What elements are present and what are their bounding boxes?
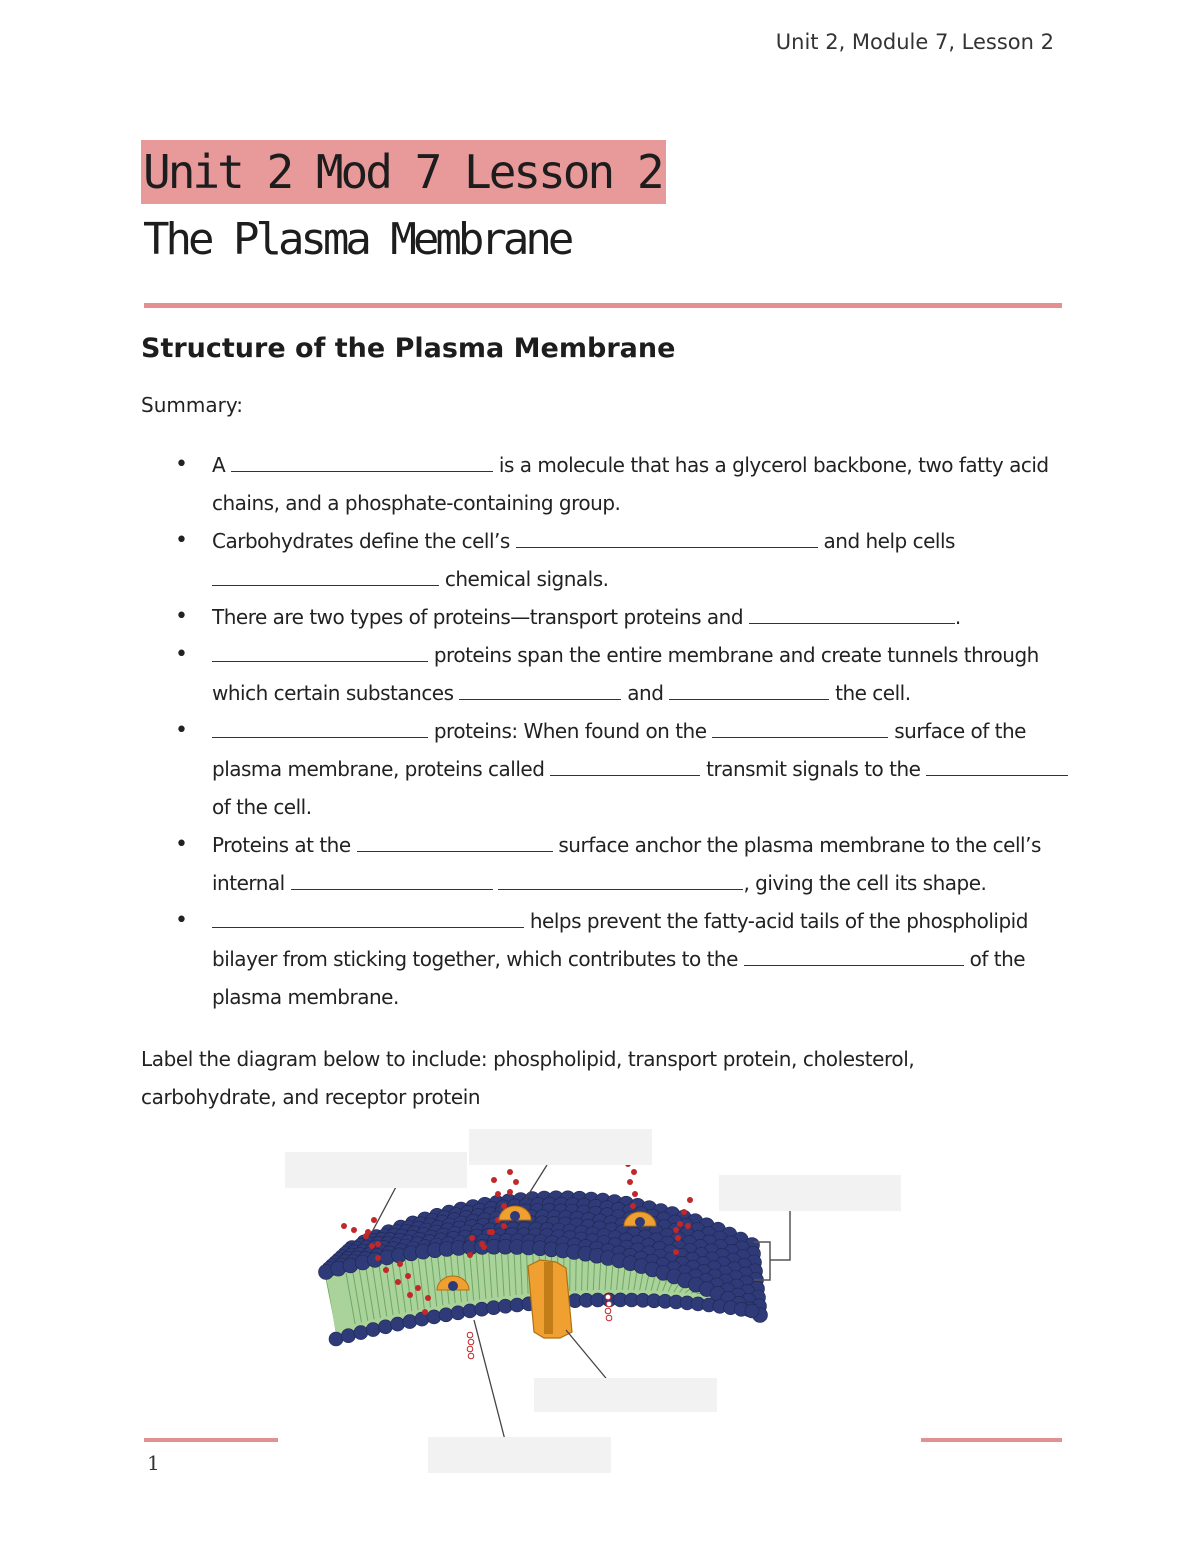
sugar-dot <box>425 1295 431 1301</box>
bullet-text: is a molecule that has a glycerol backbone, two fatty acid chains, and a phosphate-containing group. <box>212 453 1049 515</box>
sugar-dot <box>375 1241 381 1247</box>
bullet-text: and help cells <box>817 529 955 553</box>
lipid-head <box>427 1310 441 1324</box>
lesson-subtitle: The Plasma Membrane <box>143 214 571 265</box>
sugar-dot <box>363 1233 369 1239</box>
bullet-text: of the cell. <box>212 795 312 819</box>
summary-label: Summary: <box>141 393 243 417</box>
lesson-title: Unit 2 Mod 7 Lesson 2 <box>141 140 666 204</box>
bullet-text: and <box>621 681 670 705</box>
sugar-dot <box>375 1255 381 1261</box>
lipid-head <box>745 1304 759 1318</box>
label-box-phospholipid-or-carb[interactable] <box>285 1152 467 1188</box>
section-heading: Structure of the Plasma Membrane <box>141 333 676 364</box>
sugar-dot <box>407 1292 413 1298</box>
sugar-dot <box>513 1179 519 1185</box>
label-box-cholesterol[interactable] <box>428 1437 611 1473</box>
leader-line <box>566 1330 610 1383</box>
diagram-instruction: Label the diagram below to include: phospholipid, transport protein, cholesterol, carbohydrate, and receptor protein <box>141 1047 915 1109</box>
sugar-dot <box>467 1252 473 1258</box>
cholesterol-dot <box>606 1315 612 1321</box>
sugar-dot <box>481 1244 487 1250</box>
lipid-head <box>366 1323 380 1337</box>
bullet-text: Carbohydrates define the cell’s <box>212 529 516 553</box>
cholesterol-dot <box>467 1332 473 1338</box>
sugar-dot <box>415 1285 421 1291</box>
sugar-dot <box>469 1235 475 1241</box>
sugar-dot <box>631 1169 637 1175</box>
sugar-dot <box>687 1197 693 1203</box>
lipid-head <box>354 1326 368 1340</box>
sugar-dot <box>675 1235 681 1241</box>
receptor-notch <box>448 1281 458 1291</box>
sugar-dot <box>491 1177 497 1183</box>
bullet-text: of the plasma membrane. <box>212 947 1026 1009</box>
sugar-dot <box>685 1223 691 1229</box>
sugar-dot <box>371 1217 377 1223</box>
sugar-dot <box>383 1267 389 1273</box>
sugar-dot <box>341 1223 347 1229</box>
lipid-head <box>391 1317 405 1331</box>
sugar-dot <box>397 1261 403 1267</box>
sugar-dot <box>677 1221 683 1227</box>
bracket-leader <box>770 1206 790 1260</box>
sugar-dot <box>507 1189 513 1195</box>
label-box-transport-protein[interactable] <box>534 1378 717 1412</box>
lipid-head <box>378 1320 392 1334</box>
footer-rule-right <box>921 1438 1062 1442</box>
bullet-text: , giving the cell its shape. <box>743 871 987 895</box>
lipid-head <box>341 1329 355 1343</box>
sugar-dot <box>501 1223 507 1229</box>
cholesterol-dot <box>468 1339 474 1345</box>
sugar-dot <box>627 1179 633 1185</box>
sugar-dot <box>395 1279 401 1285</box>
sugar-dot <box>369 1243 375 1249</box>
receptor-notch <box>635 1217 645 1227</box>
footer-rule-left <box>144 1438 278 1442</box>
bullet-text: helps prevent the fatty-acid tails of the phospholipid bilayer from sticking together, which contributes to the <box>212 909 1028 971</box>
label-box-phospholipid[interactable] <box>719 1175 901 1211</box>
bullet-text: Proteins at the <box>212 833 357 857</box>
bullet-text: . <box>954 605 961 629</box>
bullet-text: surface anchor the plasma membrane to the cell’s internal <box>212 833 1041 895</box>
tail-line <box>576 1258 577 1290</box>
sugar-dot <box>673 1227 679 1233</box>
bullet-text: transmit signals to the <box>700 757 927 781</box>
cholesterol-dot <box>605 1308 611 1314</box>
sugar-dot <box>405 1273 411 1279</box>
sugar-dot <box>632 1191 638 1197</box>
bullet-text: proteins span the entire membrane and create tunnels through which certain substances <box>212 643 1039 705</box>
label-box-carbohydrate[interactable] <box>469 1129 652 1165</box>
lipid-head <box>403 1315 417 1329</box>
sugar-dot <box>495 1191 501 1197</box>
channel-pore <box>544 1262 553 1334</box>
cholesterol-dot <box>467 1346 473 1352</box>
bullet-text: proteins: When found on the <box>428 719 713 743</box>
bullet-text: surface of the plasma membrane, proteins called <box>212 719 1026 781</box>
leader-line <box>474 1320 505 1440</box>
sugar-dot <box>351 1227 357 1233</box>
sugar-dot <box>422 1309 428 1315</box>
lipid-head <box>439 1308 453 1322</box>
receptor-notch <box>510 1211 520 1221</box>
cholesterol-dot <box>605 1294 611 1300</box>
page-number: 1 <box>147 1451 160 1475</box>
bullet-text: the cell. <box>829 681 911 705</box>
sugar-dot <box>673 1249 679 1255</box>
sugar-dot <box>489 1229 495 1235</box>
cholesterol-dot <box>468 1353 474 1359</box>
bullet-text: There are two types of proteins—transport proteins and <box>212 605 749 629</box>
cholesterol-dot <box>606 1301 612 1307</box>
bullet-text: chemical signals. <box>439 567 609 591</box>
bullet-text: A <box>212 453 232 477</box>
lipid-head <box>329 1332 343 1346</box>
sugar-dot <box>630 1203 636 1209</box>
leader-line <box>372 1185 397 1232</box>
sugar-dot <box>681 1209 687 1215</box>
sugar-dot <box>507 1169 513 1175</box>
running-header: Unit 2, Module 7, Lesson 2 <box>775 30 1054 54</box>
